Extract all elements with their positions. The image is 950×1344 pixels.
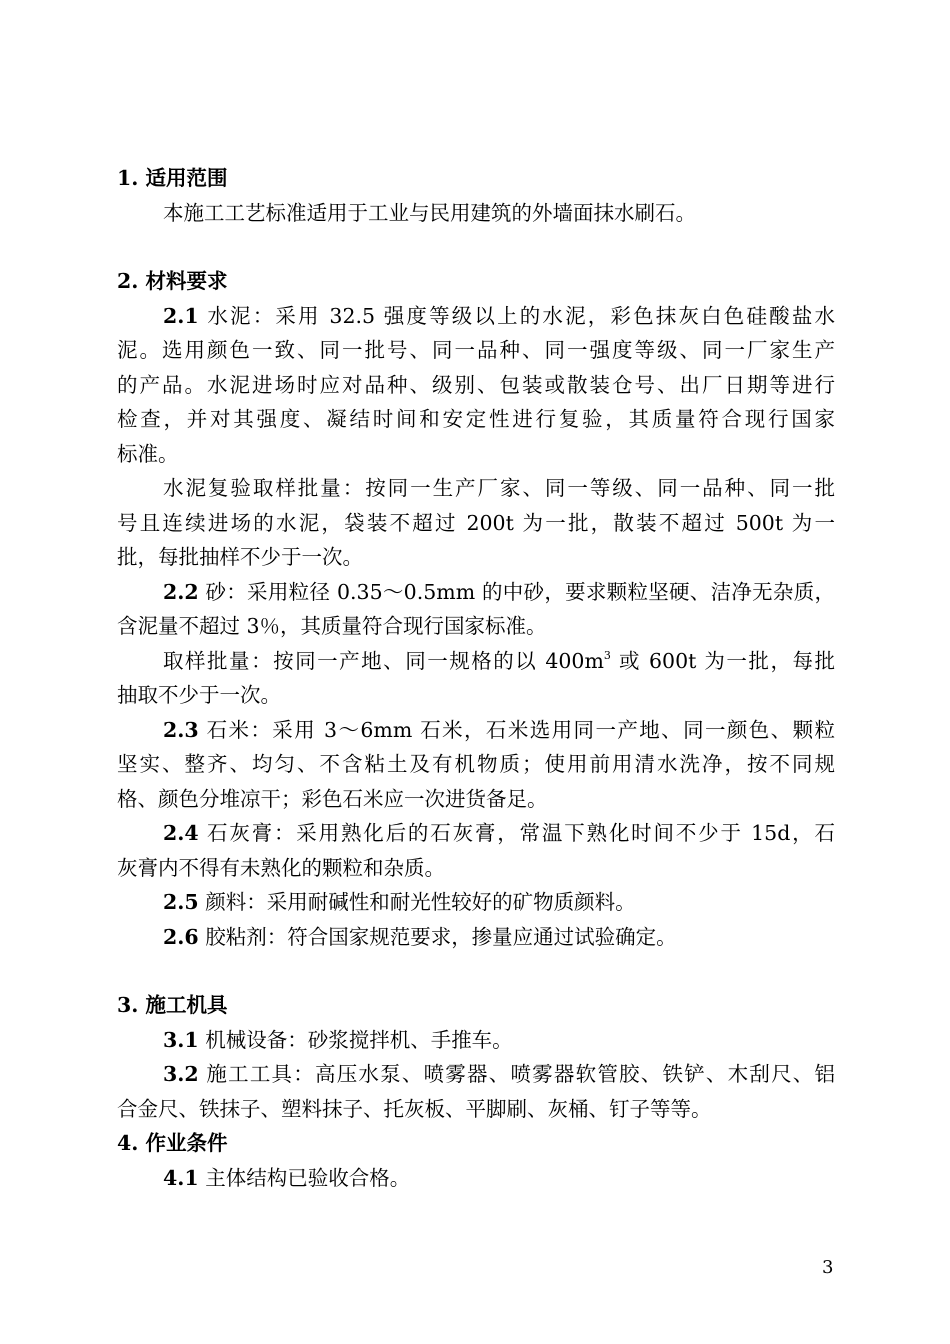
paragraph-line: 2.5 颜料：采用耐碱性和耐光性较好的矿物质颜料。 (163, 890, 636, 914)
paragraph-line: 含泥量不超过 3％，其质量符合现行国家标准。 (117, 614, 547, 638)
spacer (117, 954, 835, 988)
clause-number: 2.3 (163, 717, 199, 742)
paragraph-line: 泥。选用颜色一致、同一批号、同一品种、同一强度等级、同一厂家生产 (117, 338, 835, 362)
paragraph-line: 取样批量：按同一产地、同一规格的以 $400m^3$ 或 600t 为一批，每批 (163, 648, 835, 673)
section-3-heading: 3. 施工机具 (117, 993, 228, 1017)
clause-number: 2.6 (163, 924, 199, 949)
paragraph-line: 标准。 (117, 441, 179, 466)
paragraph-line: 的产品。水泥进场时应对品种、级别、包装或散装仓号、出厂日期等进行 (117, 372, 835, 397)
clause-number: 3.2 (163, 1062, 199, 1086)
section-2-heading: 2. 材料要求 (117, 269, 228, 293)
clause-number: 3.1 (163, 1027, 199, 1052)
paragraph-line: 2.2 砂：采用粒径 0.35～0.5mm 的中砂，要求颗粒坚硬、洁净无杂质， (163, 579, 835, 604)
paragraph-line: 2.3 石米：采用 3～6mm 石米，石米选用同一产地、同一颜色、颗粒 (163, 717, 835, 742)
paragraph-line: 检查，并对其强度、凝结时间和安定性进行复验，其质量符合现行国家 (117, 407, 835, 431)
paragraph-line: 3.1 机械设备：砂浆搅拌机、手推车。 (163, 1027, 513, 1052)
clause-number: 2.5 (163, 890, 199, 914)
paragraph-line: 批，每批抽样不少于一次。 (117, 545, 363, 569)
paragraph-line: 2.6 胶粘剂：符合国家规范要求，掺量应通过试验确定。 (163, 924, 677, 949)
paragraph-line: 号且连续进场的水泥，袋装不超过 200t 为一批，散装不超过 500t 为一 (117, 510, 835, 535)
paragraph: 本施工工艺标准适用于工业与民用建筑的外墙面抹水刷石。 (163, 200, 696, 225)
paragraph-line: 4.1 主体结构已验收合格。 (163, 1165, 411, 1190)
paragraph-line: 2.4 石灰膏：采用熟化后的石灰膏，常温下熟化时间不少于 15d，石 (163, 821, 835, 845)
superscript: 3 (603, 648, 611, 662)
clause-number: 4.1 (163, 1165, 199, 1190)
paragraph-line: 2.1 水泥：采用 32.5 强度等级以上的水泥，彩色抹灰白色硅酸盐水 (163, 303, 835, 328)
paragraph-line: 水泥复验取样批量：按同一生产厂家、同一等级、同一品种、同一批 (163, 476, 835, 500)
paragraph-line: 格、颜色分堆凉干；彩色石米应一次进货备足。 (117, 786, 548, 811)
paragraph-line: 坚实、整齐、均匀、不含粘土及有机物质；使用前用清水洗净，按不同规 (117, 752, 835, 776)
paragraph-line: 抽取不少于一次。 (117, 683, 281, 707)
clause-number: 2.4 (163, 821, 199, 845)
clause-number: 2.2 (163, 579, 199, 604)
document-body (117, 161, 835, 1195)
paragraph-line: 3.2 施工工具：高压水泵、喷雾器、喷雾器软管胶、铁铲、木刮尺、铝 (163, 1062, 835, 1086)
page-number: 3 (822, 1257, 834, 1278)
clause-number: 2.1 (163, 303, 199, 328)
section-4-heading: 4. 作业条件 (117, 1131, 228, 1155)
paragraph-line: 合金尺、铁抹子、塑料抹子、托灰板、平脚刷、灰桶、钉子等等。 (117, 1096, 712, 1121)
section-1-heading: 1. 适用范围 (117, 166, 228, 190)
spacer (117, 230, 835, 264)
paragraph-line: 灰膏内不得有未熟化的颗粒和杂质。 (117, 855, 445, 880)
